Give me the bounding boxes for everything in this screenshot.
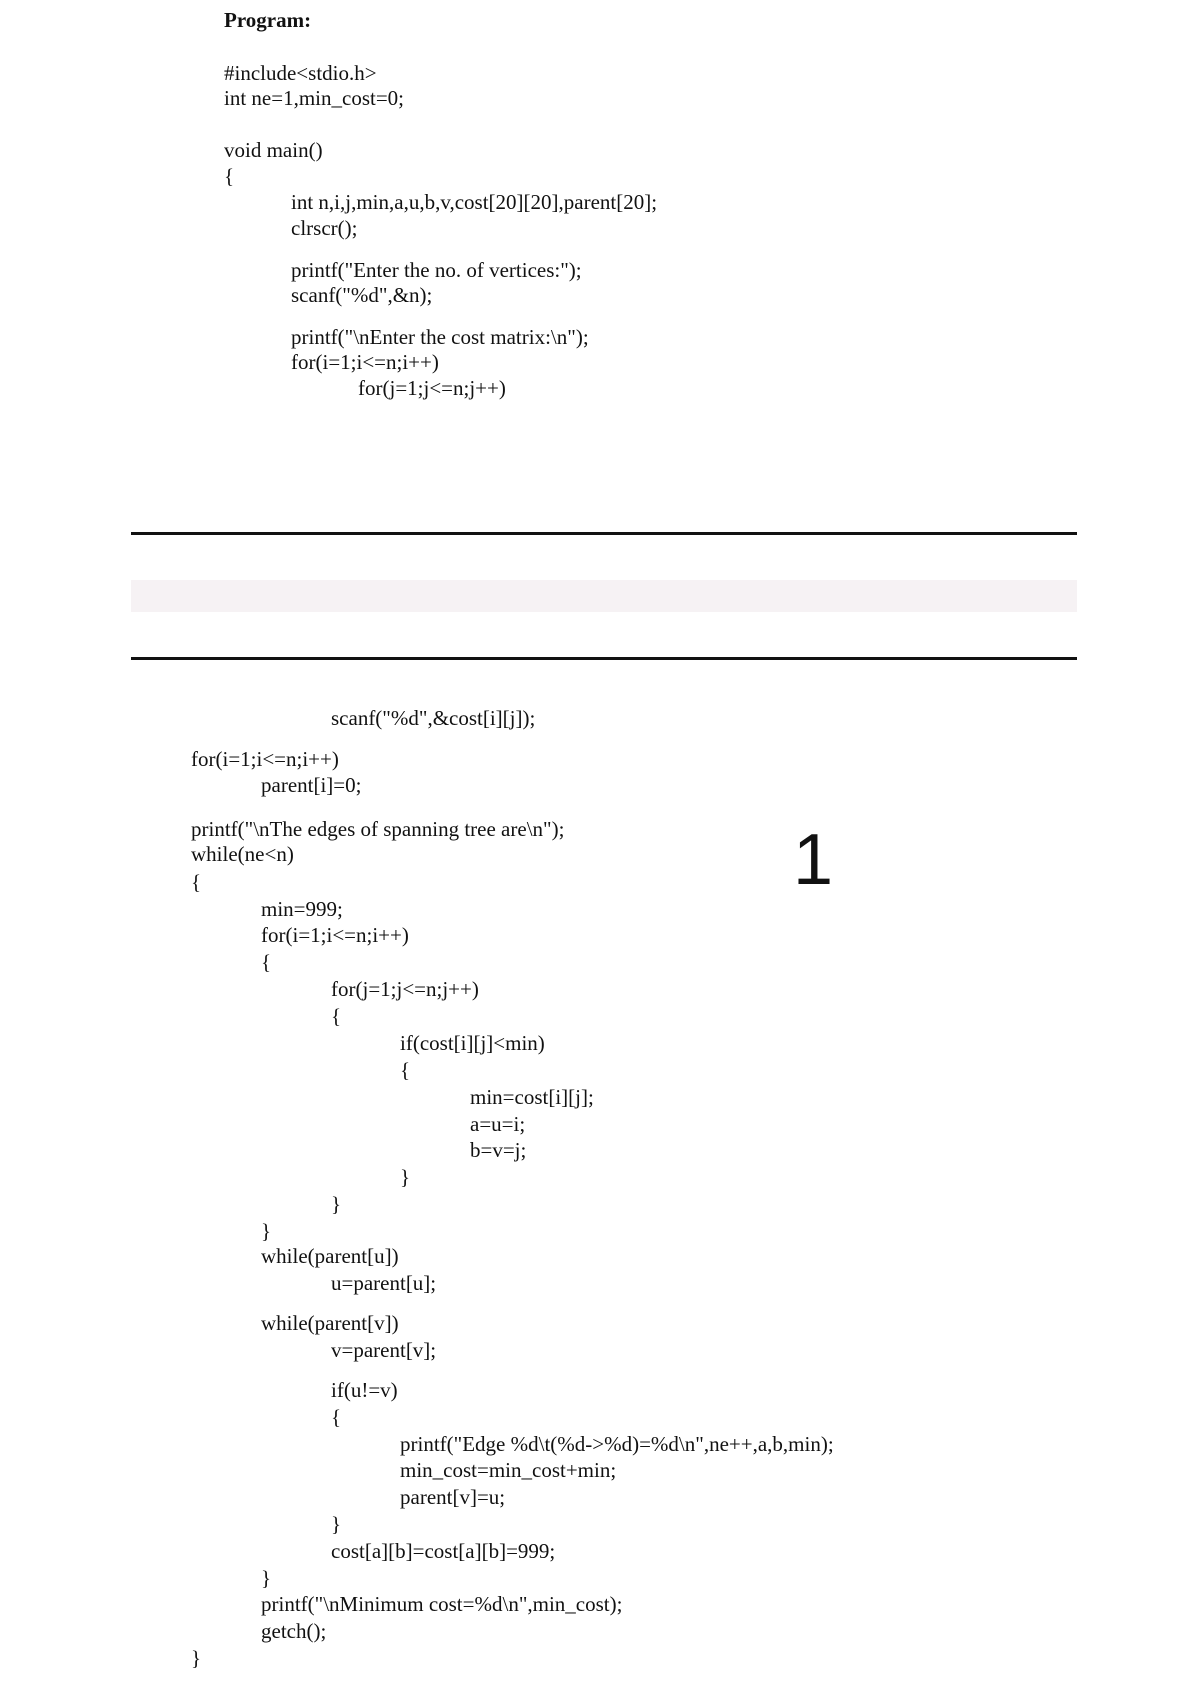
- code-line: parent[i]=0;: [261, 773, 362, 797]
- code-line: u=parent[u];: [331, 1271, 437, 1295]
- code-line: }: [331, 1512, 342, 1536]
- code-line: parent[v]=u;: [400, 1485, 506, 1509]
- code-line: scanf("%d",&cost[i][j]);: [331, 706, 536, 730]
- code-line: }: [261, 1566, 272, 1590]
- code-line: {: [261, 950, 272, 974]
- code-line: cost[a][b]=cost[a][b]=999;: [331, 1539, 556, 1563]
- code-line: scanf("%d",&n);: [291, 283, 433, 307]
- page-break-rule-top: [131, 532, 1077, 535]
- code-line: {: [191, 870, 202, 894]
- code-line: {: [331, 1004, 342, 1028]
- code-line: #include<stdio.h>: [224, 61, 377, 85]
- code-line: int n,i,j,min,a,u,b,v,cost[20][20],parent[20];: [291, 190, 658, 214]
- code-line: while(parent[v]): [261, 1311, 399, 1335]
- code-line: printf("\nMinimum cost=%d\n",min_cost);: [261, 1592, 623, 1616]
- code-line: getch();: [261, 1619, 327, 1643]
- code-line: printf("Enter the no. of vertices:");: [291, 258, 582, 282]
- code-line: void main(): [224, 138, 323, 162]
- code-line: int ne=1,min_cost=0;: [224, 86, 405, 110]
- page-number: 1: [793, 820, 834, 900]
- code-line: {: [224, 164, 235, 188]
- code-line: while(ne<n): [191, 842, 294, 866]
- code-line: for(j=1;j<=n;j++): [331, 977, 479, 1001]
- code-line: min_cost=min_cost+min;: [400, 1458, 617, 1482]
- program-heading: Program:: [224, 8, 312, 32]
- code-line: a=u=i;: [470, 1112, 526, 1136]
- code-line: {: [400, 1058, 411, 1082]
- code-line: printf("Edge %d\t(%d->%d)=%d\n",ne++,a,b,min);: [400, 1432, 834, 1456]
- code-line: for(i=1;i<=n;i++): [261, 923, 409, 947]
- code-line: for(i=1;i<=n;i++): [191, 747, 339, 771]
- page-break-rule-bottom: [131, 657, 1077, 660]
- code-line: }: [261, 1219, 272, 1243]
- code-line: if(u!=v): [331, 1378, 398, 1402]
- code-line: if(cost[i][j]<min): [400, 1031, 545, 1055]
- code-line: while(parent[u]): [261, 1244, 399, 1268]
- code-line: printf("\nThe edges of spanning tree are\n");: [191, 817, 565, 841]
- code-line: printf("\nEnter the cost matrix:\n");: [291, 325, 589, 349]
- code-line: b=v=j;: [470, 1138, 527, 1162]
- code-line: for(j=1;j<=n;j++): [358, 376, 506, 400]
- code-line: }: [191, 1646, 202, 1670]
- code-line: clrscr();: [291, 216, 358, 240]
- code-line: min=cost[i][j];: [470, 1085, 594, 1109]
- code-line: min=999;: [261, 897, 343, 921]
- code-line: }: [400, 1165, 411, 1189]
- code-line: }: [331, 1192, 342, 1216]
- page-gap: [131, 580, 1077, 612]
- code-line: v=parent[v];: [331, 1338, 437, 1362]
- code-line: {: [331, 1405, 342, 1429]
- code-line: for(i=1;i<=n;i++): [291, 350, 439, 374]
